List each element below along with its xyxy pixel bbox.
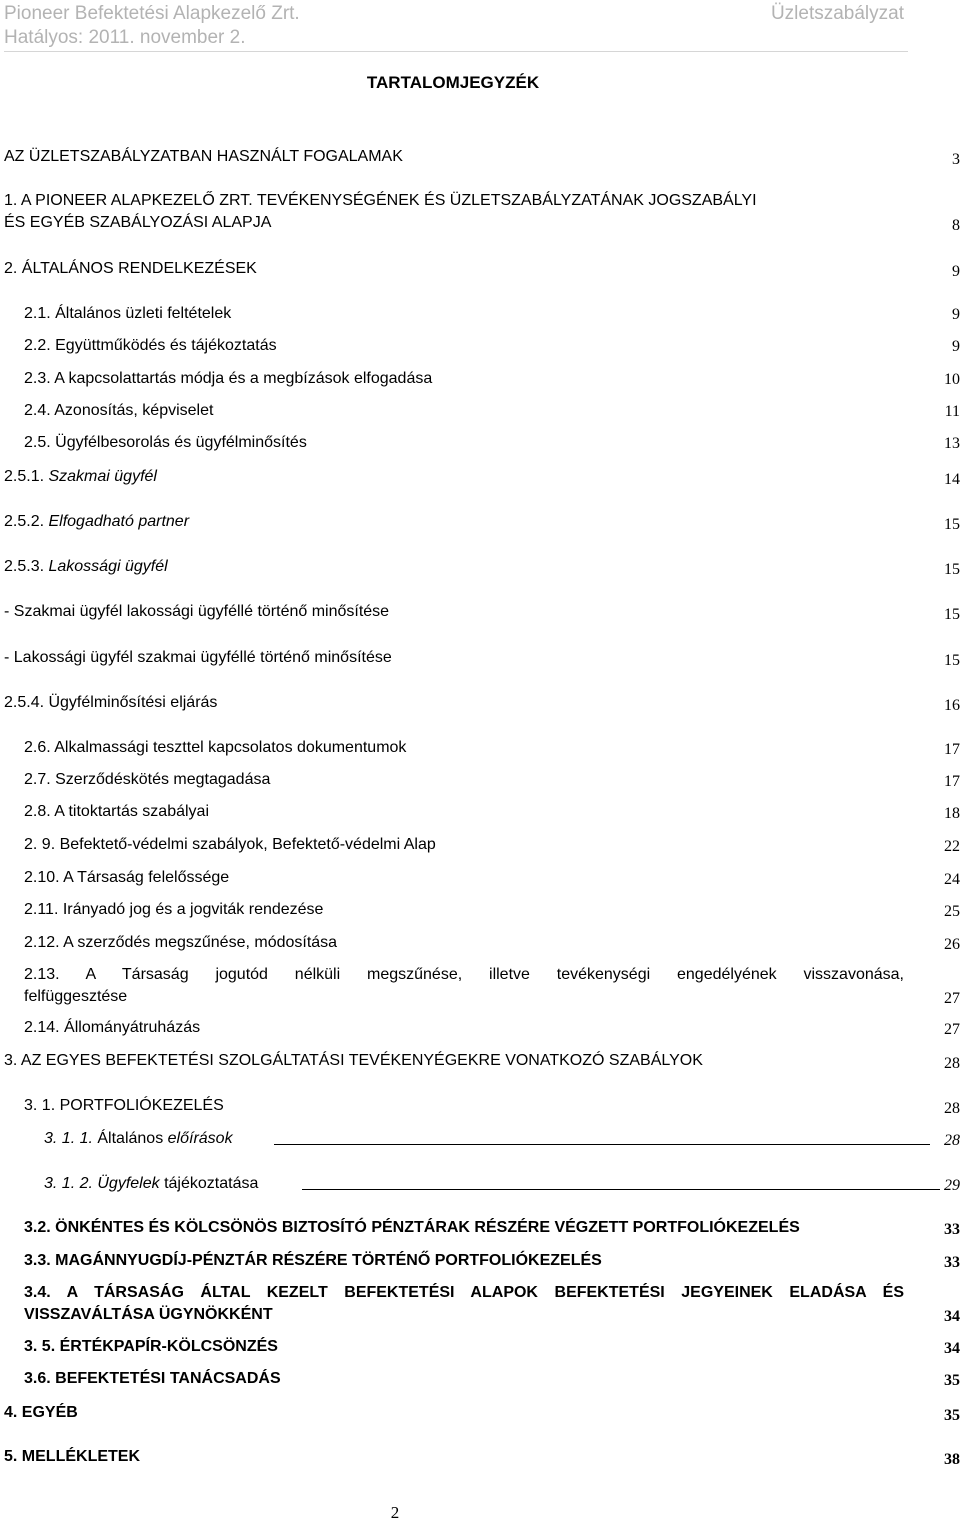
toc-entry-title: 3. AZ EGYES BEFEKTETÉSI SZOLGÁLTATÁSI TEVÉKENYÉGEKRE VONATKOZÓ SZABÁLYOK (4, 1052, 703, 1069)
toc-entry[interactable] (24, 400, 960, 421)
toc-entry-title: 2.5.4. Ügyfélminősítési eljárás (4, 694, 218, 711)
toc-entry-number: 2.5.3. (4, 558, 45, 575)
toc-entry-page: 33 (944, 1221, 960, 1238)
toc-entry-title: 5. MELLÉKLETEK (4, 1448, 141, 1465)
toc-title: TARTALOMJEGYZÉK (366, 73, 540, 92)
toc-entry-page: 11 (944, 403, 960, 420)
toc-entry-title: 2.13. A Társaság jogutód nélküli megszűnése, illetve tevékenységi engedélyének visszavonása, (24, 966, 904, 983)
toc-entry-page: 29 (944, 1177, 960, 1194)
toc-entry[interactable] (24, 368, 960, 389)
toc-entry-page: 27 (944, 990, 960, 1007)
toc-entry-number: 3. 1. 1. (44, 1130, 93, 1147)
toc-entry-title-continued: VISSZAVÁLTÁSA ÜGYNÖKKÉNT (24, 1306, 273, 1323)
toc-entry-page: 9 (952, 263, 960, 280)
toc-entry-title: 2.7. Szerződéskötés megtagadása (24, 771, 271, 788)
toc-entry-title (4, 556, 904, 577)
toc-entry[interactable] (24, 737, 960, 758)
toc-entry[interactable] (24, 867, 960, 888)
toc-entry[interactable] (4, 601, 960, 622)
toc-entry[interactable] (4, 556, 960, 577)
toc-entry[interactable] (4, 190, 960, 234)
toc-entry-page: 38 (944, 1451, 960, 1468)
toc-entry-label-italic: Ügyfelek (97, 1175, 160, 1192)
toc-entry[interactable] (24, 834, 960, 855)
toc-entry-title: 2.2. Együttműködés és tájékoztatás (24, 337, 277, 354)
toc-entry-page: 35 (944, 1372, 960, 1389)
toc-entry[interactable] (24, 932, 960, 953)
toc-entry[interactable] (24, 335, 960, 356)
toc-entry-page: 15 (944, 561, 960, 578)
toc-entry-title: - Lakossági ügyfél szakmai ügyféllé történő minősítése (4, 649, 392, 666)
header-divider (4, 51, 908, 52)
toc-entry-page: 26 (944, 936, 960, 953)
toc-entry-title-continued: felfüggesztése (24, 988, 128, 1005)
header-company: Pioneer Befektetési Alapkezelő Zrt. (4, 3, 300, 24)
toc-entry-title (44, 1128, 904, 1149)
toc-entry-number: 2.5.1. (4, 468, 45, 485)
toc-entry[interactable] (24, 1368, 960, 1389)
toc-entry[interactable] (24, 1336, 960, 1357)
toc-entry-title: 2.5. Ügyfélbesorolás és ügyfélminősítés (24, 434, 307, 451)
toc-entry[interactable] (4, 647, 960, 668)
toc-entry[interactable] (24, 1095, 960, 1116)
toc-entry[interactable] (24, 303, 960, 324)
toc-entry[interactable] (24, 964, 960, 1008)
toc-entry-page: 14 (944, 471, 960, 488)
toc-entry[interactable] (24, 769, 960, 790)
toc-entry-title (44, 1173, 904, 1194)
toc-entry-page: 15 (944, 516, 960, 533)
toc-entry-page: 28 (944, 1132, 960, 1149)
toc-entry-page: 24 (944, 871, 960, 888)
toc-entry-title: 2.4. Azonosítás, képviselet (24, 402, 214, 419)
toc-entry-label-italic: előírások (167, 1130, 233, 1147)
toc-entry-page: 33 (944, 1254, 960, 1271)
toc-entry[interactable] (4, 258, 960, 279)
toc-entry-title: 2. ÁLTALÁNOS RENDELKEZÉSEK (4, 260, 257, 277)
toc-entry-page: 27 (944, 1021, 960, 1038)
toc-entry[interactable] (4, 1050, 960, 1071)
toc-entry-title: 3.6. BEFEKTETÉSI TANÁCSADÁS (24, 1370, 281, 1387)
toc-entry-title: 1. A PIONEER ALAPKEZELŐ ZRT. TEVÉKENYSÉGÉNEK ÉS ÜZLETSZABÁLYZATÁNAK JOGSZABÁLYI (4, 192, 757, 209)
toc-entry[interactable] (4, 466, 960, 487)
toc-entry-title-continued: ÉS EGYÉB SZABÁLYOZÁSI ALAPJA (4, 214, 272, 231)
toc-entry-number: 2.5.2. (4, 513, 45, 530)
toc-entry[interactable] (4, 1446, 960, 1467)
toc-entry[interactable] (24, 899, 960, 920)
toc-entry[interactable] (24, 1282, 960, 1326)
toc-entry-title: 3.3. MAGÁNNYUGDÍJ-PÉNZTÁR RÉSZÉRE TÖRTÉNŐ PORTFOLIÓKEZELÉS (24, 1252, 602, 1269)
toc-entry-page: 17 (944, 773, 960, 790)
toc-entry-label: tájékoztatása (164, 1175, 259, 1192)
toc-entry-page: 3 (952, 151, 960, 168)
toc-entry-label: Általános (97, 1130, 164, 1147)
toc-entry-title: 2.12. A szerződés megszűnése, módosítása (24, 934, 338, 951)
toc-entry-title: 4. EGYÉB (4, 1404, 78, 1421)
toc-entry-page: 34 (944, 1340, 960, 1357)
toc-entry-page: 9 (952, 306, 960, 323)
toc-entry-title: 3. 1. PORTFOLIÓKEZELÉS (24, 1097, 224, 1114)
toc-entry[interactable] (24, 801, 960, 822)
toc-entry-title: 3. 5. ÉRTÉKPAPÍR-KÖLCSÖNZÉS (24, 1338, 278, 1355)
toc-entry-page: 22 (944, 838, 960, 855)
toc-entry-number: 3. 1. 2. (44, 1175, 93, 1192)
toc-entry-title: 2.14. Állományátruházás (24, 1019, 201, 1036)
toc-entry-page: 15 (944, 652, 960, 669)
toc-entry-title: 2.1. Általános üzleti feltételek (24, 305, 232, 322)
toc-entry-page: 17 (944, 741, 960, 758)
toc-entry-title: 2.11. Irányadó jog és a jogviták rendezése (24, 901, 324, 918)
toc-entry[interactable] (4, 511, 960, 532)
toc-entry-page: 10 (944, 371, 960, 388)
toc-entry-title: AZ ÜZLETSZABÁLYZATBAN HASZNÁLT FOGALAMAK (4, 148, 403, 165)
toc-entry-page: 34 (944, 1308, 960, 1325)
header-effective-date: Hatályos: 2011. november 2. (4, 27, 246, 48)
toc-entry-leader-line (302, 1189, 940, 1190)
toc-entry[interactable] (4, 146, 960, 167)
header-doc-title: Üzletszabályzat (770, 3, 904, 24)
toc-entry-title: - Szakmai ügyfél lakossági ügyféllé történő minősítése (4, 603, 390, 620)
toc-entry-page: 16 (944, 697, 960, 714)
page-number: 2 (390, 1503, 400, 1522)
toc-entry-page: 13 (944, 435, 960, 452)
toc-entry-page: 28 (944, 1100, 960, 1117)
toc-entry-page: 9 (952, 338, 960, 355)
toc-entry-label: Szakmai ügyfél (48, 468, 157, 485)
toc-entry[interactable] (24, 1017, 960, 1038)
toc-entry-page: 28 (944, 1055, 960, 1072)
toc-entry[interactable] (24, 1250, 960, 1271)
toc-entry-title: 2.10. A Társaság felelőssége (24, 869, 230, 886)
toc-entry-leader-line (274, 1144, 930, 1145)
toc-entry-title: 3.4. A TÁRSASÁG ÁLTAL KEZELT BEFEKTETÉSI ALAPOK BEFEKTETÉSI JEGYEINEK ELADÁSA ÉS (24, 1284, 904, 1301)
toc-entry[interactable] (24, 432, 960, 453)
toc-entry-label: Elfogadható partner (48, 513, 190, 530)
toc-entry[interactable] (44, 1173, 960, 1194)
toc-entry[interactable] (4, 1402, 960, 1423)
toc-entry-title: 2.8. A titoktartás szabályai (24, 803, 209, 820)
toc-entry-page: 8 (952, 217, 960, 234)
toc-entry-page: 35 (944, 1407, 960, 1424)
toc-entry-title: 2. 9. Befektető-védelmi szabályok, Befektető-védelmi Alap (24, 836, 436, 853)
toc-entry-label: Lakossági ügyfél (48, 558, 168, 575)
toc-entry-title: 2.3. A kapcsolattartás módja és a megbízások elfogadása (24, 370, 433, 387)
toc-entry-page: 25 (944, 903, 960, 920)
toc-entry-page: 15 (944, 606, 960, 623)
toc-entry-title: 2.6. Alkalmassági teszttel kapcsolatos dokumentumok (24, 739, 407, 756)
toc-entry[interactable] (4, 692, 960, 713)
toc-entry-title (4, 511, 904, 532)
toc-entry-page: 18 (944, 805, 960, 822)
toc-entry[interactable] (24, 1217, 960, 1238)
toc-entry-title: 3.2. ÖNKÉNTES ÉS KÖLCSÖNÖS BIZTOSÍTÓ PÉNZTÁRAK RÉSZÉRE VÉGZETT PORTFOLIÓKEZELÉS (24, 1219, 800, 1236)
toc-entry-title (4, 466, 904, 487)
toc-entry[interactable] (44, 1128, 960, 1149)
